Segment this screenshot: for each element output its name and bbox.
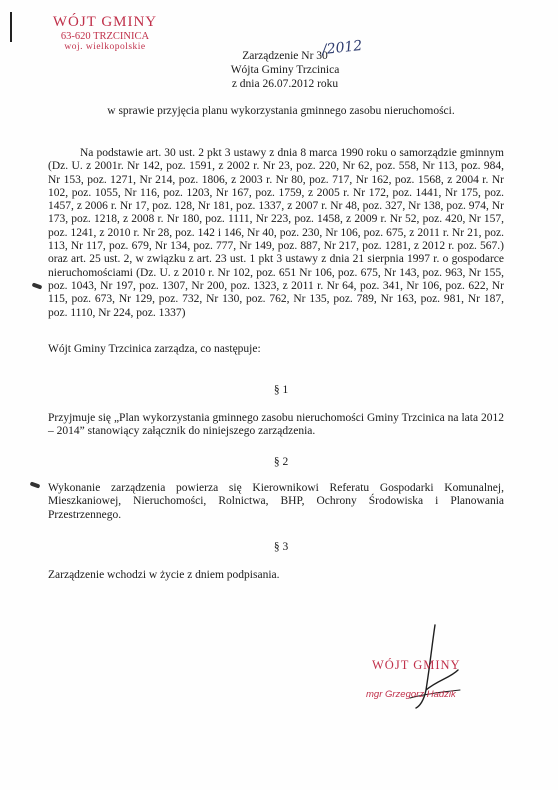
margin-pen-mark (32, 282, 43, 289)
issuer: Wójta Gminy Trzcinica (230, 64, 340, 76)
ordinance-number: Zarządzenie Nr 30 (242, 50, 328, 62)
document-subject: w sprawie przyjęcia planu wykorzystania gminnego zasobu nieruchomości. (107, 105, 455, 117)
section-2-text: Wykonanie zarządzenia powierza się Kierownikowi Referatu Gospodarki Komunalnej, Mieszkaniowej, Nieruchomości, Rolnictwa, BHP, Ochrony Środowiska i Planowania Przestrzennego. (48, 482, 504, 521)
section-2-mark: § 2 (273, 456, 289, 468)
signatory-name: mgr Grzegorz Hadzik (366, 689, 456, 700)
signature-title: WÓJT GMINY (372, 658, 461, 672)
section-1-text: Przyjmuje się „Plan wykorzystania gminnego zasobu nieruchomości Gminy Trzcinica na lata 2012 – 2014” stanowiący załącznik do niniejszego zarządzenia. (48, 412, 504, 438)
section-1-mark: § 1 (273, 384, 289, 396)
section-3-text: Zarządzenie wchodzi w życie z dniem podpisania. (48, 569, 280, 581)
section-3-mark: § 3 (273, 541, 289, 553)
stamp-region: woj. wielkopolskie (64, 42, 146, 53)
margin-pen-mark (30, 481, 41, 488)
stamp-address: 63-620 TRZCINICA (60, 30, 150, 42)
scan-edge-line (10, 12, 12, 42)
issue-date: z dnia 26.07.2012 roku (231, 78, 339, 90)
stamp-title: WÓJT GMINY (52, 14, 158, 30)
office-stamp (30, 14, 180, 52)
resolution-clause: Wójt Gminy Trzcinica zarządza, co następuje: (48, 343, 261, 355)
legal-basis-paragraph: Na podstawie art. 30 ust. 2 pkt 3 ustawy z dnia 8 marca 1990 roku o samorządzie gminnym (Dz. U. z 2001r. Nr 142, poz. 1591, z 2002 r. Nr 23, poz. 220, Nr 62, poz. 558, Nr 113, poz. 984, Nr 153, poz. 1271, Nr 214, poz. 1806, z 2003 r. Nr 80, poz. 717, Nr 162, poz. 1568, z 2004 r. Nr 102, poz. 1055, Nr 116, poz. 1203, Nr 167, poz. 1759, z 2005 r. Nr 172, poz. 1441, Nr 175, poz. 1457, z 2006 r. Nr 17, poz. 128, Nr 181, poz. 1337, z 2007 r. Nr 48, poz. 327, Nr 138, poz. 974, Nr 173, poz. 1218, z 2008 r. Nr 180, poz. 1111, Nr 223, poz. 1458, z 2009 r. Nr 52, poz. 420, Nr 157, poz. 1241, z 2010 r. Nr 28, poz. 142 i 146, Nr 40, poz. 230, Nr 106, poz. 675, z 2011 r. Nr 21, poz. 113, Nr 117, poz. 679, Nr 134, poz. 777, Nr 149, poz. 887, Nr 217, poz. 1281, z 2012 r. poz. 567.) oraz art. 25 ust. 2, w związku z art. 23 ust. 1 pkt 3 ustawy z dnia 21 sierpnia 1997 r. o gospodarce nieruchomościami (Dz. U. z 2010 r. Nr 102, poz. 651 Nr 106, poz. 675, Nr 143, poz. 963, Nr 155, poz. 1043, Nr 197, poz. 1307, Nr 200, poz. 1323, z 2011 r. Nr 64, poz. 341, Nr 106, poz. 622, Nr 115, poz. 673, Nr 129, poz. 732, Nr 130, poz. 762, Nr 135, poz. 789, Nr 163, poz. 981, Nr 187, poz. 1110, Nr 224, poz. 1337) (48, 147, 504, 319)
handwritten-year: /2012 (321, 37, 364, 59)
